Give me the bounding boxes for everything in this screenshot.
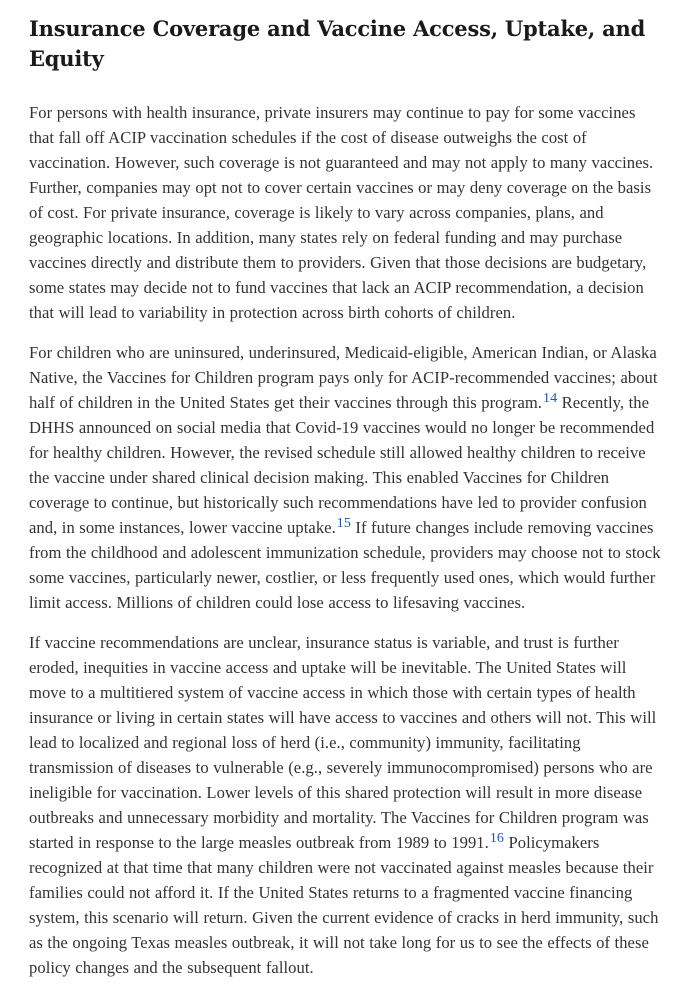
paragraph-text: Recently, the DHHS announced on social media that Covid-19 vaccines would no longer be recommended for healthy children. However, the revised schedule still allowed healthy children to receive the vaccine under shared clinical decision making. This enabled Vaccines for Children coverage to continue, but historically such recommendations have led to provider confusion and, in some instances, lower vaccine uptake.	[29, 393, 655, 537]
paragraph-text: If vaccine recommendations are unclear, insurance status is variable, and trust is further eroded, inequities in vaccine access and uptake will be inevitable. The United States will move to a multitiered system of vaccine access in which those with certain types of health insurance or living in certain states will have access to vaccines and others will not. This will lead to localized and regional loss of herd (i.e., community) immunity, facilitating transmission of diseases to vulnerable (e.g., severely immunocompromised) persons who are ineligible for vaccination. Lower levels of this shared protection will result in more disease outbreaks and unnecessary morbidity and mortality. The Vaccines for Children program was started in response to the large measles outbreak from 1989 to 1991.	[29, 633, 657, 852]
paragraph-text: If future changes include removing vaccines from the childhood and adolescent immunization schedule, providers may choose not to stock some vaccines, particularly newer, costlier, or less frequently used ones, which would further limit access. Millions of children could lose access to lifesaving vaccines.	[29, 518, 661, 612]
paragraph-text: For persons with health insurance, private insurers may continue to pay for some vaccines that fall off ACIP vaccination schedules if the cost of disease outweighs the cost of vaccination. However, such coverage is not guaranteed and may not apply to many vaccines. Further, companies may opt not to cover certain vaccines or may deny coverage on the basis of cost. For private insurance, coverage is likely to vary across companies, plans, and geographic locations. In addition, many states rely on federal funding and may purchase vaccines directly and distribute them to providers. Given that those decisions are budgetary, some states may decide not to fund vaccines that lack an ACIP recommendation, a decision that will lead to variability in protection across birth cohorts of children.	[29, 103, 654, 322]
paragraph-private-insurance	[29, 100, 663, 325]
paragraph-text: For children who are uninsured, underinsured, Medicaid-eligible, American Indian, or Alaska Native, the Vaccines for Children program pays only for ACIP-recommended vaccines; about half of children in the United States get their vaccines through this program.	[29, 343, 658, 412]
reference-link-15[interactable]: 15	[336, 516, 351, 531]
reference-link-14[interactable]: 14	[543, 391, 558, 406]
reference-link-16[interactable]: 16	[489, 831, 504, 846]
paragraph-text: Policymakers recognized at that time that many children were not vaccinated against measles because their families could not afford it. If the United States returns to a fragmented vaccine financing system, this scenario will return. Given the current evidence of cracks in herd immunity, such as the ongoing Texas measles outbreak, it will not take long for us to see the effects of these policy changes and the subsequent fallout.	[29, 833, 659, 977]
section-heading: Insurance Coverage and Vaccine Access, Uptake, and Equity	[29, 16, 646, 71]
paragraph-equity	[29, 630, 663, 980]
paragraph-vaccines-for-children	[29, 340, 663, 615]
